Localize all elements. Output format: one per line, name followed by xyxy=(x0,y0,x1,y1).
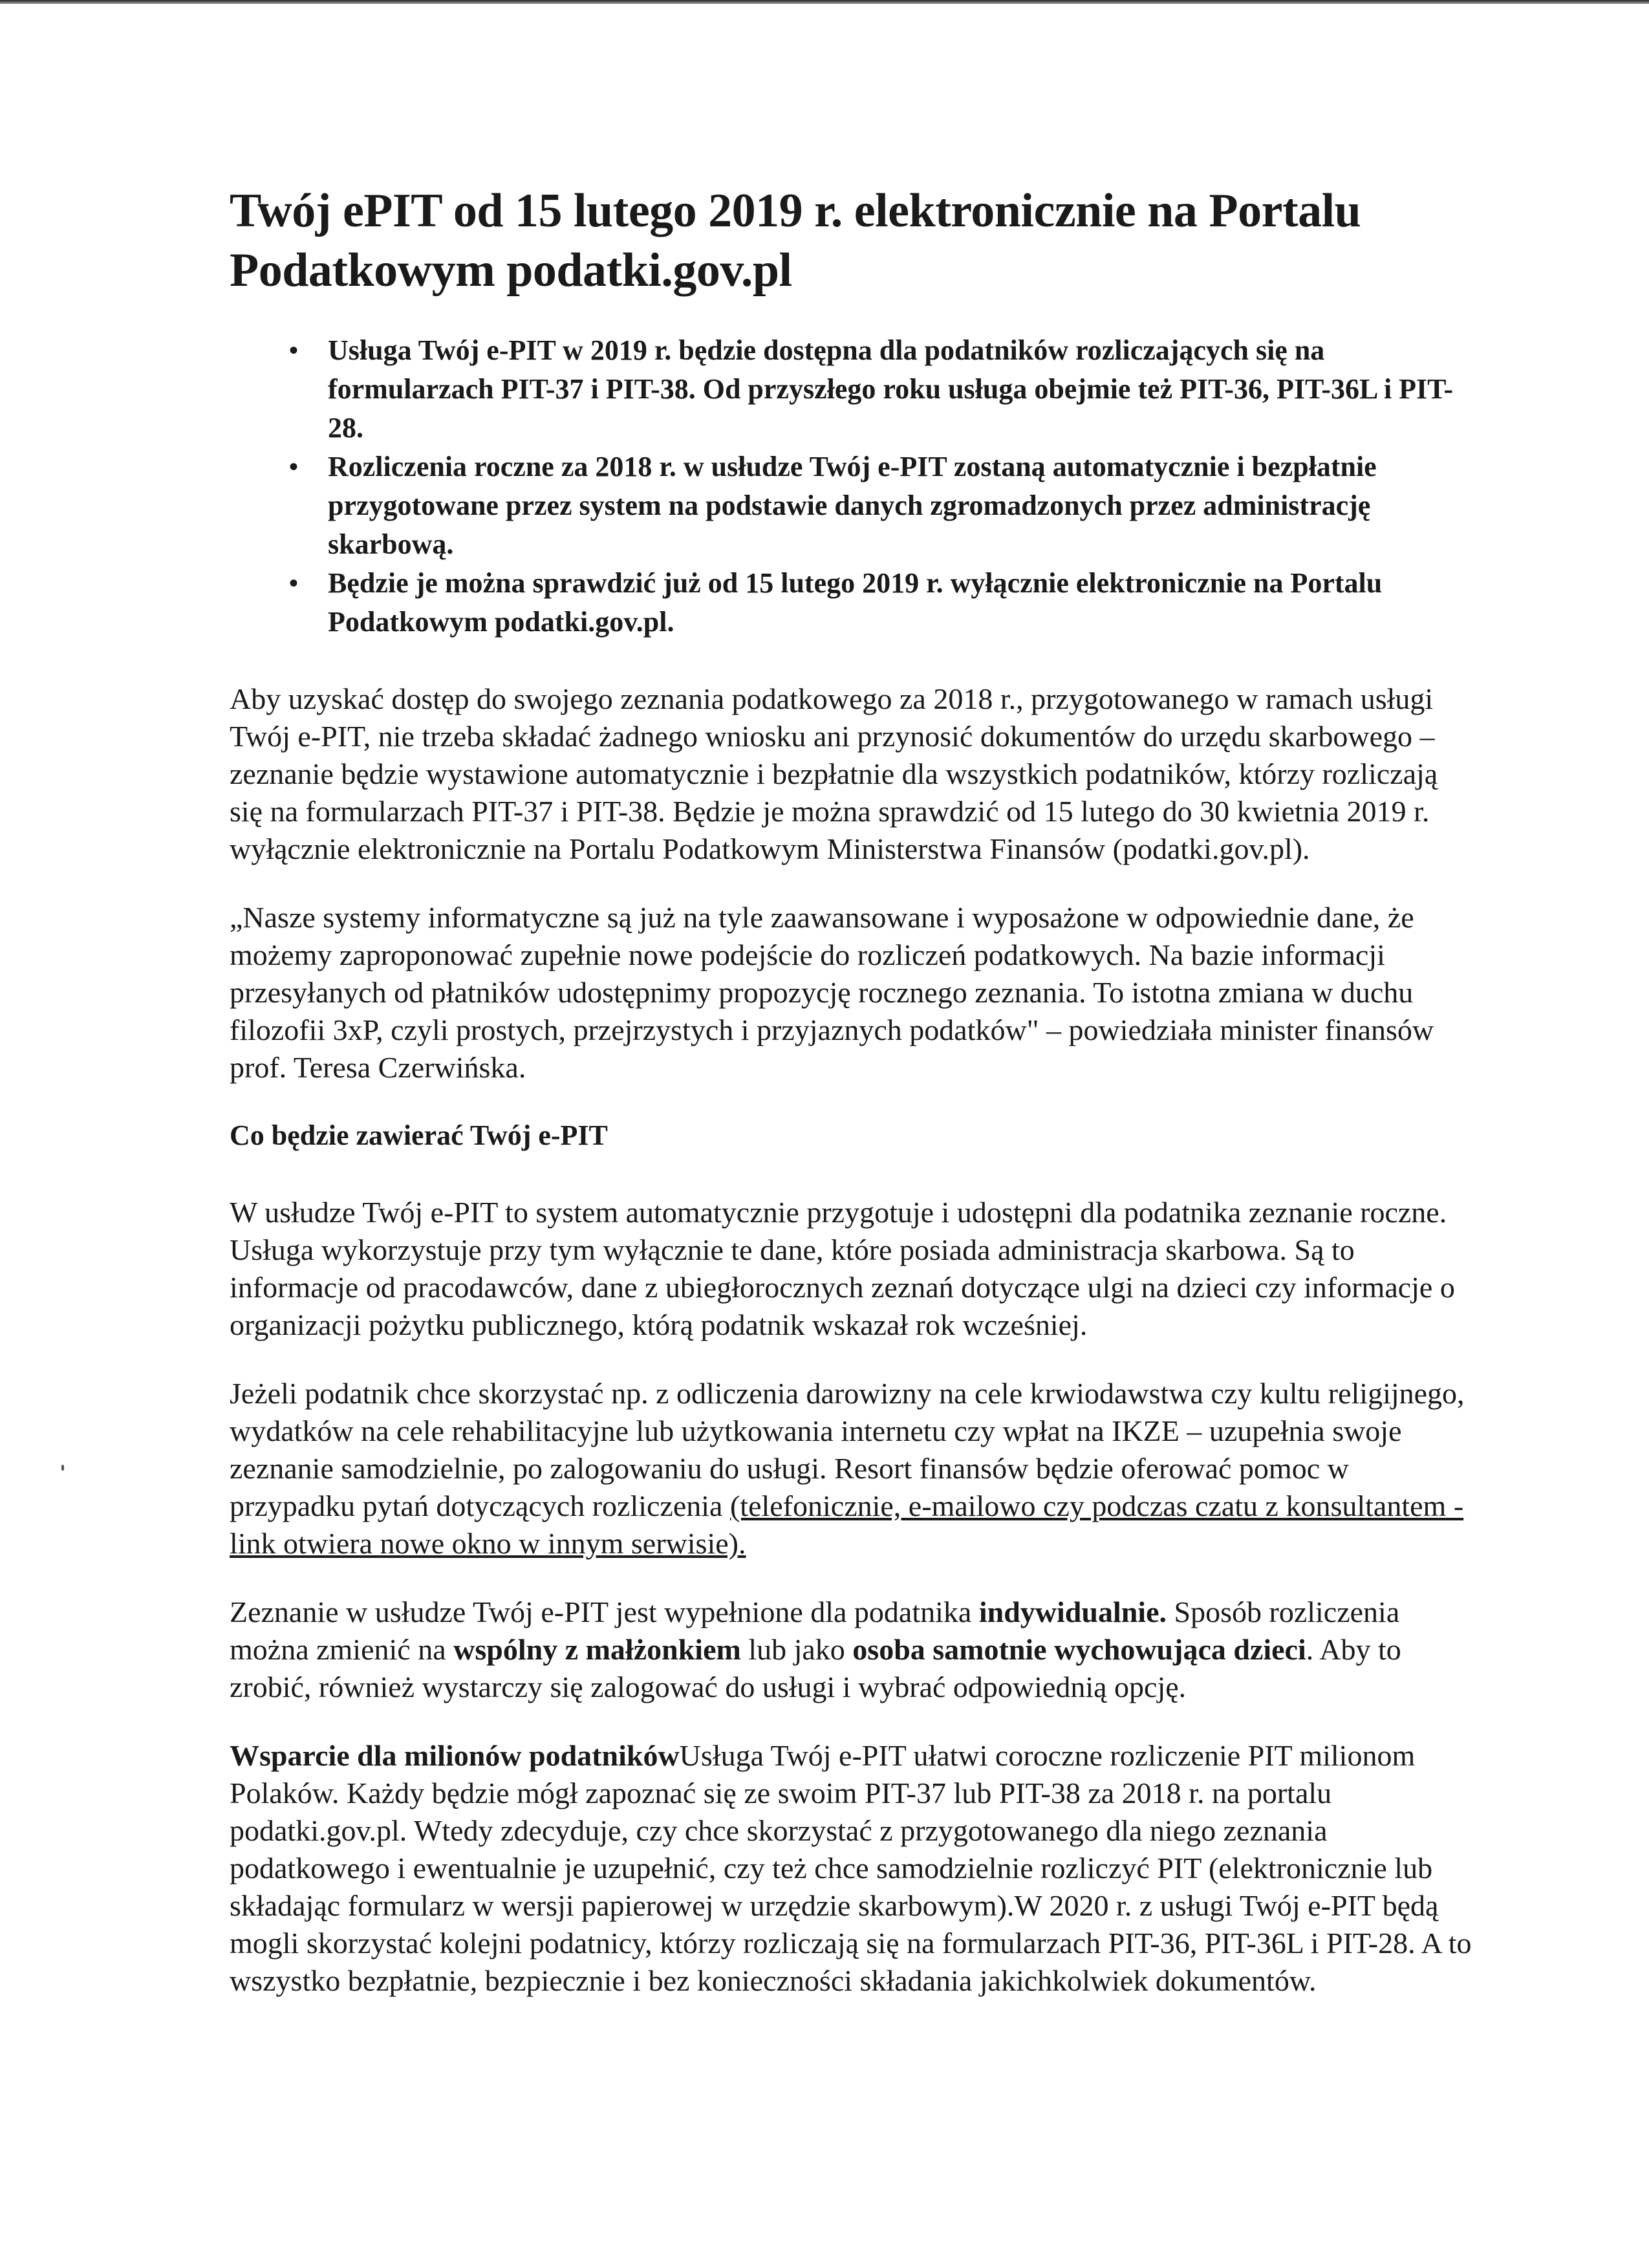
document-body xyxy=(230,181,1478,2031)
support-text: Usługa Twój e-PIT ułatwi coroczne rozliczenie PIT milionom Polaków. Każdy będzie mógł zapoznać się ze swoim PIT-37 lub PIT-38 za 2018 r. na portalu podatki.gov.pl. Wtedy zdecyduje, czy chce skorzystać z przygotowanego dla niego zeznania podatkowego i ewentualnie je uzupełnić, czy też chce samodzielnie rozliczyć PIT (elektronicznie lub składając formularz w wersji papierowej w urzędzie skarbowym).W 2020 r. z usługi Twój e-PIT będą mogli skorzystać kolejni podatnicy, którzy rozliczają się na formularzach PIT-36, PIT-36L i PIT-28. A to wszystko bezpłatnie, bezpiecznie i bez konieczności składania jakichkolwiek dokumentów. xyxy=(230,1739,1472,1997)
text-run: . Aby to zrobić, również wystarczy się zalogować do usługi i wybrać odpowiednią opcję. xyxy=(230,1633,1401,1703)
help-link[interactable]: (telefonicznie, e-mailowo czy podczas czatu z konsultantem - link otwiera nowe okno w innym serwisie). xyxy=(230,1489,1464,1560)
summary-bullet xyxy=(289,448,1478,564)
bold-joint-with-spouse: wspólny z małżonkiem xyxy=(453,1633,741,1666)
summary-bullet-text: Będzie je można sprawdzić już od 15 lutego 2019 r. wyłącznie elektronicznie na Portalu Podatkowym podatki.gov.pl. xyxy=(328,567,1383,638)
text-run: Sposób rozliczenia można zmienić na xyxy=(230,1595,1400,1666)
paragraph-access: Aby uzyskać dostęp do swojego zeznania podatkowego za 2018 r., przygotowanego w ramach usługi Twój e-PIT, nie trzeba składać żadnego wniosku ani przynosić dokumentów do urzędu skarbowego – zeznanie będzie wystawione automatycznie i bezpłatnie dla wszystkich podatników, którzy rozliczają się na formularzach PIT-37 i PIT-38. Będzie je można sprawdzić od 15 lutego do 30 kwietnia 2019 r. wyłącznie elektronicznie na Portalu Podatkowym Ministerstwa Finansów (podatki.gov.pl). xyxy=(230,682,1438,865)
document-title: Twój ePIT od 15 lutego 2019 r. elektronicznie na Portalu Podatkowym podatki.gov.pl xyxy=(230,184,1361,297)
summary-bullet-text: Rozliczenia roczne za 2018 r. w usłudze Twój e-PIT zostaną automatycznie i bezpłatnie przygotowane przez system na podstawie danych zgromadzonych przez administrację skarbową. xyxy=(328,451,1377,560)
bullet-dot-icon: • xyxy=(289,568,299,598)
support-lead-heading: Wsparcie dla milionów podatników xyxy=(230,1739,680,1772)
paragraph-support xyxy=(230,1737,1478,2000)
bullet-dot-icon: • xyxy=(289,452,299,481)
text-run: Zeznanie w usłudze Twój e-PIT jest wypełnione dla podatnika xyxy=(230,1595,979,1628)
text-run: lub jako xyxy=(740,1633,853,1666)
paragraph-deductions xyxy=(230,1375,1478,1562)
bold-individual: indywidualnie. xyxy=(978,1595,1167,1628)
bold-single-parent: osoba samotnie wychowująca dzieci xyxy=(852,1633,1306,1666)
section-heading: Co będzie zawierać Twój e-PIT xyxy=(230,1119,608,1151)
scan-top-edge xyxy=(0,0,1649,4)
summary-bullet xyxy=(289,564,1478,642)
summary-bullet xyxy=(289,331,1478,448)
paragraph-minister-quote: „Nasze systemy informatyczne są już na tyle zaawansowane i wyposażone w odpowiednie dane, że możemy zaproponować zupełnie nowe podejście do rozliczeń podatkowych. Na bazie informacji przesyłanych od płatników udostępnimy propozycję rocznego zeznania. To istotna zmiana w duchu filozofii 3xP, czyli prostych, przejrzystych i przyjaznych podatków" – powiedziała minister finansów prof. Teresa Czerwińska. xyxy=(230,901,1434,1084)
bullet-dot-icon: • xyxy=(289,336,299,365)
scan-stray-mark xyxy=(61,1465,64,1471)
paragraph-contents: W usłudze Twój e-PIT to system automatycznie przygotuje i udostępni dla podatnika zeznanie roczne. Usługa wykorzystuje przy tym wyłącznie te dane, które posiada administracja skarbowa. Są to informacje od pracodawców, dane z ubiegłorocznych zeznań dotyczące ulgi na dzieci czy informacje o organizacji pożytku publicznego, którą podatnik wskazał rok wcześniej. xyxy=(230,1196,1455,1341)
paragraph-deductions-text: Jeżeli podatnik chce skorzystać np. z odliczenia darowizny na cele krwiodawstwa czy kultu religijnego, wydatków na cele rehabilitacyjne lub użytkowania internetu czy wpłat na IKZE – uzupełnia swoje zeznanie samodzielnie, po zalogowaniu do usługi. Resort finansów będzie oferować pomoc w przypadku pytań dotyczących rozliczenia xyxy=(230,1377,1465,1522)
summary-bullet-list xyxy=(230,331,1478,642)
summary-bullet-text: Usługa Twój e-PIT w 2019 r. będzie dostępna dla podatników rozliczających się na formularzach PIT-37 i PIT-38. Od przyszłego roku usługa obejmie też PIT-36, PIT-36L i PIT-28. xyxy=(328,334,1454,444)
paragraph-individual xyxy=(230,1593,1478,1706)
